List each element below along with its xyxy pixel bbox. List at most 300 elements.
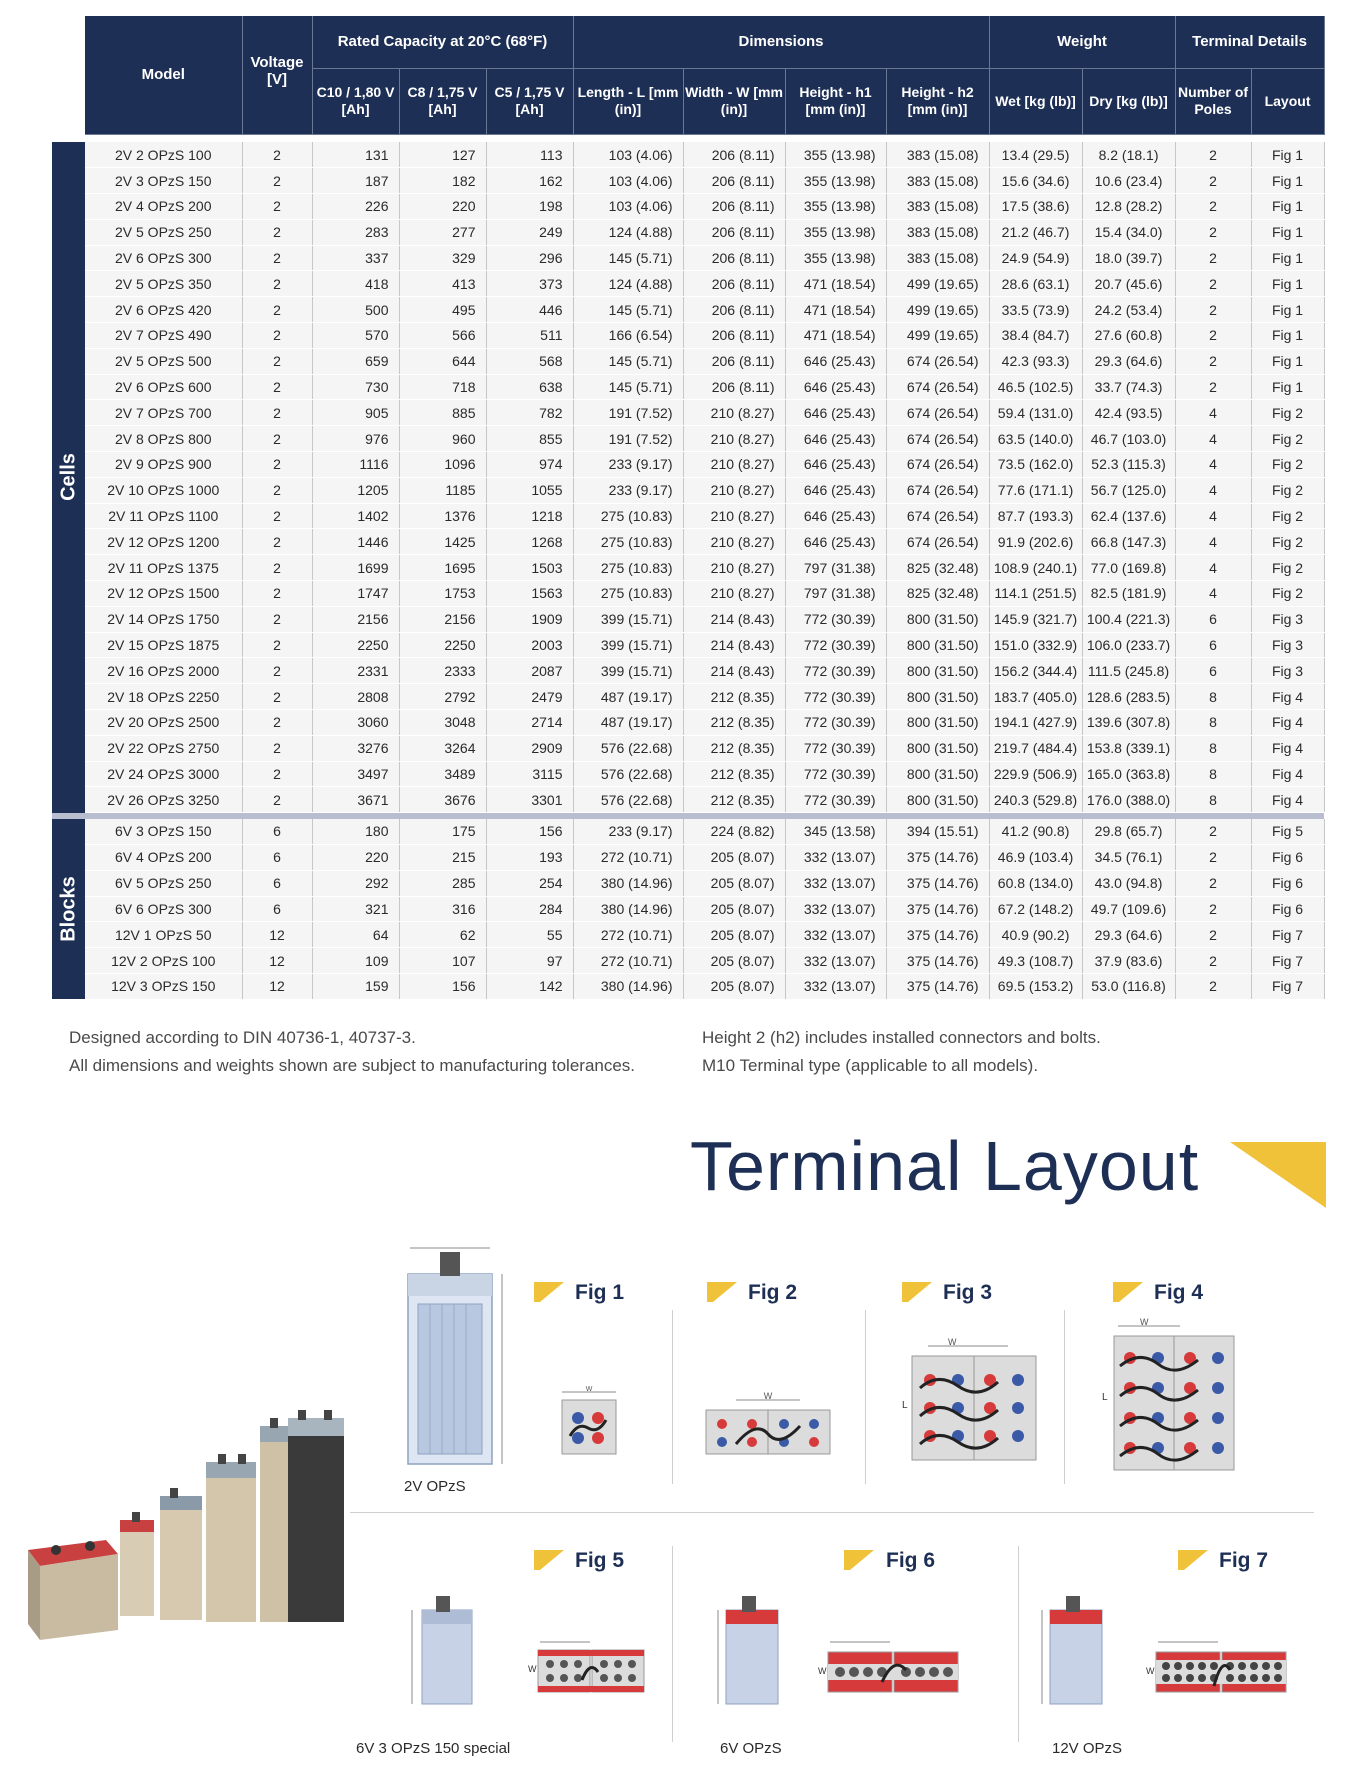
table-cell: 2 [242, 323, 312, 349]
table-cell: 2 [242, 142, 312, 168]
fig-5-block-drawing [406, 1586, 484, 1706]
table-cell: Fig 1 [1251, 297, 1324, 323]
table-cell: 2 [242, 658, 312, 684]
header-length: Length - L [mm (in)] [573, 68, 683, 134]
accent-triangle-icon [1230, 1142, 1326, 1208]
table-cell: 646 (25.43) [785, 348, 886, 374]
note-terminal-type: M10 Terminal type (applicable to all models). [702, 1056, 1039, 1075]
table-row [52, 948, 1324, 974]
table-cell: 46.7 (103.0) [1082, 426, 1175, 452]
table-cell: 674 (26.54) [886, 348, 989, 374]
table-cell: Fig 2 [1251, 555, 1324, 581]
fig-6-label: Fig 6 [886, 1549, 936, 1572]
table-row [52, 658, 1324, 684]
table-cell: 1699 [312, 555, 399, 581]
table-cell: 6 [1175, 606, 1251, 632]
table-cell: Fig 6 [1251, 845, 1324, 871]
table-cell: 220 [399, 194, 486, 220]
table-cell: 3676 [399, 787, 486, 813]
table-cell: 2V 8 OPzS 800 [85, 426, 242, 452]
table-cell: 220 [312, 845, 399, 871]
table-cell: 103 (4.06) [573, 194, 683, 220]
table-cell: 224 (8.82) [683, 819, 785, 845]
table-cell: 108.9 (240.1) [989, 555, 1082, 581]
table-cell: 2792 [399, 684, 486, 710]
table-row [52, 710, 1324, 736]
table-cell: 885 [399, 400, 486, 426]
table-cell: 91.9 (202.6) [989, 529, 1082, 555]
table-cell: 644 [399, 348, 486, 374]
table-cell: 210 (8.27) [683, 581, 785, 607]
table-cell: Fig 4 [1251, 710, 1324, 736]
table-cell: 2250 [312, 632, 399, 658]
table-cell: 800 (31.50) [886, 658, 989, 684]
table-cell: 825 (32.48) [886, 581, 989, 607]
table-cell: 2 [242, 684, 312, 710]
table-cell: 638 [486, 374, 573, 400]
table-cell: 107 [399, 948, 486, 974]
width-letter: W [818, 1666, 827, 1676]
table-cell: 576 (22.68) [573, 761, 683, 787]
table-cell: 233 (9.17) [573, 477, 683, 503]
table-cell: 205 (8.07) [683, 974, 785, 1000]
table-cell: 12V 1 OPzS 50 [85, 922, 242, 948]
fig-flag-icon [1178, 1550, 1208, 1570]
table-cell: 64 [312, 922, 399, 948]
table-cell: 12 [242, 948, 312, 974]
table-cell: 66.8 (147.3) [1082, 529, 1175, 555]
table-cell: 12 [242, 922, 312, 948]
table-cell: 471 (18.54) [785, 271, 886, 297]
table-row [52, 787, 1324, 813]
table-cell: 210 (8.27) [683, 426, 785, 452]
divider [1018, 1546, 1019, 1742]
table-cell: 976 [312, 426, 399, 452]
table-cell: 40.9 (90.2) [989, 922, 1082, 948]
table-cell: 471 (18.54) [785, 323, 886, 349]
table-cell: 772 (30.39) [785, 735, 886, 761]
table-cell: 1753 [399, 581, 486, 607]
table-cell: 12 [242, 974, 312, 1000]
table-cell: 772 (30.39) [785, 606, 886, 632]
header-dry: Dry [kg (lb)] [1082, 68, 1175, 134]
table-cell: 2 [242, 426, 312, 452]
table-cell: 212 (8.35) [683, 761, 785, 787]
fig-flag-icon [844, 1550, 874, 1570]
header-poles: Number of Poles [1175, 68, 1251, 134]
table-row [52, 529, 1324, 555]
table-cell: 718 [399, 374, 486, 400]
table-cell: 24.9 (54.9) [989, 245, 1082, 271]
table-cell: 4 [1175, 581, 1251, 607]
table-cell: 1446 [312, 529, 399, 555]
width-letter: W [763, 1391, 773, 1401]
table-cell: 214 (8.43) [683, 658, 785, 684]
note-right [702, 1024, 1101, 1080]
fig-1-diagram [548, 1386, 622, 1458]
table-cell: 212 (8.35) [683, 787, 785, 813]
table-cell: 205 (8.07) [683, 896, 785, 922]
table-cell: 4 [1175, 529, 1251, 555]
table-cell: 2 [1175, 870, 1251, 896]
table-cell: 332 (13.07) [785, 870, 886, 896]
table-cell: 1205 [312, 477, 399, 503]
table-cell: 55 [486, 922, 573, 948]
table-cell: 8 [1175, 735, 1251, 761]
table-cell: 2V 26 OPzS 3250 [85, 787, 242, 813]
table-cell: 2 [1175, 142, 1251, 168]
table-cell: 87.7 (193.3) [989, 503, 1082, 529]
table-cell: 568 [486, 348, 573, 374]
battery-cell-image-5 [288, 1410, 344, 1622]
table-cell: 214 (8.43) [683, 632, 785, 658]
table-cell: Fig 5 [1251, 819, 1324, 845]
table-cell: 2V 24 OPzS 3000 [85, 761, 242, 787]
table-cell: 2156 [312, 606, 399, 632]
table-row [52, 426, 1324, 452]
table-row [52, 271, 1324, 297]
table-cell: 145 (5.71) [573, 245, 683, 271]
table-cell: 2 [242, 297, 312, 323]
header-blank [52, 16, 85, 134]
fig-4-diagram [1100, 1316, 1250, 1476]
table-cell: 2 [1175, 374, 1251, 400]
table-row [52, 348, 1324, 374]
table-cell: 49.7 (109.6) [1082, 896, 1175, 922]
table-cell: 46.9 (103.4) [989, 845, 1082, 871]
header-c10: C10 / 1,80 V [Ah] [312, 68, 399, 134]
table-cell: 145.9 (321.7) [989, 606, 1082, 632]
table-cell: 128.6 (283.5) [1082, 684, 1175, 710]
table-cell: 2 [242, 452, 312, 478]
table-cell: 499 (19.65) [886, 323, 989, 349]
header-voltage: Voltage [V] [242, 16, 312, 134]
table-row [52, 896, 1324, 922]
table-cell: 418 [312, 271, 399, 297]
header-layout: Layout [1251, 68, 1324, 134]
table-cell: 3048 [399, 710, 486, 736]
fig-7-label: Fig 7 [1219, 1549, 1269, 1572]
table-cell: 277 [399, 219, 486, 245]
table-cell: 2 [1175, 922, 1251, 948]
table-cell: 674 (26.54) [886, 426, 989, 452]
table-cell: 2 [242, 503, 312, 529]
table-cell: 69.5 (153.2) [989, 974, 1082, 1000]
table-cell: 283 [312, 219, 399, 245]
table-cell: 2250 [399, 632, 486, 658]
table-row [52, 374, 1324, 400]
table-cell: 446 [486, 297, 573, 323]
table-row [52, 632, 1324, 658]
table-cell: 2 [242, 271, 312, 297]
table-cell: 3489 [399, 761, 486, 787]
table-cell: 974 [486, 452, 573, 478]
table-cell: 28.6 (63.1) [989, 271, 1082, 297]
table-cell: 1402 [312, 503, 399, 529]
fig-3-diagram [898, 1336, 1050, 1466]
table-cell: 1909 [486, 606, 573, 632]
table-cell: Fig 2 [1251, 503, 1324, 529]
battery-block-image [28, 1540, 118, 1640]
table-cell: 206 (8.11) [683, 348, 785, 374]
table-cell: 233 (9.17) [573, 452, 683, 478]
table-cell: 2 [242, 606, 312, 632]
table-cell: 772 (30.39) [785, 684, 886, 710]
table-cell: 15.6 (34.6) [989, 168, 1082, 194]
header-width: Width - W [mm (in)] [683, 68, 785, 134]
table-row [52, 194, 1324, 220]
table-cell: 380 (14.96) [573, 896, 683, 922]
fig-4-label: Fig 4 [1154, 1281, 1204, 1304]
table-cell: 2V 15 OPzS 1875 [85, 632, 242, 658]
table-cell: 646 (25.43) [785, 503, 886, 529]
table-cell: 2V 22 OPzS 2750 [85, 735, 242, 761]
table-cell: 21.2 (46.7) [989, 219, 1082, 245]
table-cell: Fig 7 [1251, 948, 1324, 974]
table-cell: 399 (15.71) [573, 606, 683, 632]
table-cell: 380 (14.96) [573, 870, 683, 896]
table-cell: 2 [242, 787, 312, 813]
table-cell: 2 [242, 245, 312, 271]
table-cell: 275 (10.83) [573, 503, 683, 529]
table-cell: 97 [486, 948, 573, 974]
table-cell: 106.0 (233.7) [1082, 632, 1175, 658]
table-cell: 6V 4 OPzS 200 [85, 845, 242, 871]
table-cell: 62.4 (137.6) [1082, 503, 1175, 529]
table-cell: 399 (15.71) [573, 658, 683, 684]
table-cell: 210 (8.27) [683, 503, 785, 529]
table-cell: 156 [486, 819, 573, 845]
table-cell: 659 [312, 348, 399, 374]
table-row [52, 581, 1324, 607]
table-cell: 576 (22.68) [573, 735, 683, 761]
table-cell: 182 [399, 168, 486, 194]
table-cell: Fig 7 [1251, 922, 1324, 948]
table-cell: 674 (26.54) [886, 400, 989, 426]
table-cell: 2V 5 OPzS 250 [85, 219, 242, 245]
table-cell: 60.8 (134.0) [989, 870, 1082, 896]
table-cell: 772 (30.39) [785, 658, 886, 684]
table-cell: Fig 4 [1251, 684, 1324, 710]
table-cell: Fig 3 [1251, 658, 1324, 684]
table-cell: Fig 2 [1251, 581, 1324, 607]
table-cell: 800 (31.50) [886, 710, 989, 736]
table-cell: 73.5 (162.0) [989, 452, 1082, 478]
table-cell: 12V 2 OPzS 100 [85, 948, 242, 974]
table-cell: 6 [242, 845, 312, 871]
table-cell: 8 [1175, 761, 1251, 787]
table-cell: 4 [1175, 426, 1251, 452]
table-cell: 191 (7.52) [573, 400, 683, 426]
table-cell: 153.8 (339.1) [1082, 735, 1175, 761]
table-cell: 8 [1175, 787, 1251, 813]
table-cell: 2 [1175, 219, 1251, 245]
table-cell: 800 (31.50) [886, 606, 989, 632]
table-cell: 800 (31.50) [886, 787, 989, 813]
divider [865, 1310, 866, 1484]
specification-table [52, 16, 1325, 1000]
table-cell: 3264 [399, 735, 486, 761]
fig-7-block-drawing [1036, 1586, 1114, 1706]
table-cell: Fig 4 [1251, 787, 1324, 813]
fig-5-label: Fig 5 [575, 1549, 625, 1572]
table-cell: 511 [486, 323, 573, 349]
table-cell: 205 (8.07) [683, 948, 785, 974]
table-cell: 2 [1175, 974, 1251, 1000]
table-cell: 2V 12 OPzS 1200 [85, 529, 242, 555]
header-wet: Wet [kg (lb)] [989, 68, 1082, 134]
table-cell: 730 [312, 374, 399, 400]
cell-2v-drawing [380, 1234, 520, 1474]
table-cell: 2156 [399, 606, 486, 632]
table-cell: 355 (13.98) [785, 168, 886, 194]
table-cell: 2V 11 OPzS 1100 [85, 503, 242, 529]
divider [672, 1310, 673, 1484]
table-cell: 240.3 (529.8) [989, 787, 1082, 813]
table-cell: 103 (4.06) [573, 168, 683, 194]
table-cell: 905 [312, 400, 399, 426]
table-cell: 145 (5.71) [573, 374, 683, 400]
table-cell: 27.6 (60.8) [1082, 323, 1175, 349]
table-cell: 2333 [399, 658, 486, 684]
table-cell: 375 (14.76) [886, 974, 989, 1000]
divider [672, 1546, 673, 1742]
table-cell: 6 [1175, 658, 1251, 684]
divider [350, 1512, 1314, 1513]
table-cell: 6V 3 OPzS 150 [85, 819, 242, 845]
table-cell: 2 [242, 555, 312, 581]
table-cell: 2 [242, 710, 312, 736]
table-cell: 183.7 (405.0) [989, 684, 1082, 710]
note-din: Designed according to DIN 40736-1, 40737-3. [69, 1028, 416, 1047]
table-cell: 2808 [312, 684, 399, 710]
table-cell: 109 [312, 948, 399, 974]
table-cell: 646 (25.43) [785, 529, 886, 555]
table-cell: Fig 2 [1251, 529, 1324, 555]
header-terminal-details: Terminal Details [1175, 16, 1324, 68]
table-cell: Fig 4 [1251, 761, 1324, 787]
table-cell: 3115 [486, 761, 573, 787]
table-cell: 1503 [486, 555, 573, 581]
fig-2-label: Fig 2 [748, 1281, 798, 1304]
table-cell: 145 (5.71) [573, 297, 683, 323]
table-cell: Fig 1 [1251, 323, 1324, 349]
table-cell: 2V 11 OPzS 1375 [85, 555, 242, 581]
table-cell: 210 (8.27) [683, 400, 785, 426]
table-cell: 2V 3 OPzS 150 [85, 168, 242, 194]
table-cell: 487 (19.17) [573, 710, 683, 736]
width-letter: W [1146, 1666, 1155, 1676]
table-cell: 355 (13.98) [785, 194, 886, 220]
table-cell: 145 (5.71) [573, 348, 683, 374]
table-cell: 2 [242, 348, 312, 374]
table-cell: 380 (14.96) [573, 974, 683, 1000]
table-cell: 495 [399, 297, 486, 323]
fig-flag-icon [1113, 1282, 1143, 1302]
table-cell: 6 [242, 870, 312, 896]
fig-flag-icon [534, 1550, 564, 1570]
table-cell: 59.4 (131.0) [989, 400, 1082, 426]
table-cell: 2V 6 OPzS 600 [85, 374, 242, 400]
table-cell: 162 [486, 168, 573, 194]
header-height1: Height - h1 [mm (in)] [785, 68, 886, 134]
table-cell: 206 (8.11) [683, 297, 785, 323]
table-cell: 674 (26.54) [886, 503, 989, 529]
table-cell: 646 (25.43) [785, 400, 886, 426]
length-letter: L [1102, 1392, 1108, 1403]
header-c5: C5 / 1,75 V [Ah] [486, 68, 573, 134]
table-cell: 1376 [399, 503, 486, 529]
table-cell: 1055 [486, 477, 573, 503]
divider [1064, 1310, 1065, 1484]
table-cell: 2 [242, 400, 312, 426]
table-cell: 15.4 (34.0) [1082, 219, 1175, 245]
table-cell: 38.4 (84.7) [989, 323, 1082, 349]
table-cell: 215 [399, 845, 486, 871]
table-cell: 3060 [312, 710, 399, 736]
table-cell: 2479 [486, 684, 573, 710]
table-cell: 2V 18 OPzS 2250 [85, 684, 242, 710]
table-cell: 127 [399, 142, 486, 168]
table-cell: 285 [399, 870, 486, 896]
fig-3-label: Fig 3 [943, 1281, 993, 1304]
table-row [52, 606, 1324, 632]
table-cell: 1116 [312, 452, 399, 478]
table-cell: 292 [312, 870, 399, 896]
table-cell: 233 (9.17) [573, 819, 683, 845]
table-cell: 2 [1175, 194, 1251, 220]
table-row [52, 503, 1324, 529]
header-dimensions: Dimensions [573, 16, 989, 68]
table-cell: 42.3 (93.3) [989, 348, 1082, 374]
table-cell: 2V 16 OPzS 2000 [85, 658, 242, 684]
table-cell: 156.2 (344.4) [989, 658, 1082, 684]
table-cell: 272 (10.71) [573, 948, 683, 974]
table-cell: 34.5 (76.1) [1082, 845, 1175, 871]
table-cell: Fig 1 [1251, 194, 1324, 220]
table-cell: 272 (10.71) [573, 845, 683, 871]
note-tolerances: All dimensions and weights shown are subject to manufacturing tolerances. [69, 1056, 636, 1075]
table-cell: 2 [1175, 297, 1251, 323]
table-cell: 782 [486, 400, 573, 426]
table-cell: 2 [242, 735, 312, 761]
header-weight: Weight [989, 16, 1175, 68]
width-letter: W [585, 1386, 593, 1393]
table-cell: 375 (14.76) [886, 896, 989, 922]
table-cell: 180 [312, 819, 399, 845]
table-cell: 198 [486, 194, 573, 220]
table-cell: 33.7 (74.3) [1082, 374, 1175, 400]
table-cell: 332 (13.07) [785, 974, 886, 1000]
table-cell: 2V 7 OPzS 490 [85, 323, 242, 349]
table-cell: 2 [1175, 245, 1251, 271]
table-cell: 3301 [486, 787, 573, 813]
terminal-layout-title: Terminal Layout [690, 1127, 1200, 1205]
table-cell: 20.7 (45.6) [1082, 271, 1175, 297]
table-cell: 43.0 (94.8) [1082, 870, 1175, 896]
table-cell: 855 [486, 426, 573, 452]
table-cell: Fig 6 [1251, 870, 1324, 896]
table-body [52, 134, 1324, 999]
table-cell: 2 [1175, 348, 1251, 374]
table-cell: Fig 2 [1251, 452, 1324, 478]
table-cell: 383 (15.08) [886, 194, 989, 220]
table-cell: 332 (13.07) [785, 948, 886, 974]
header-c8: C8 / 1,75 V [Ah] [399, 68, 486, 134]
table-cell: 13.4 (29.5) [989, 142, 1082, 168]
table-cell: 674 (26.54) [886, 529, 989, 555]
table-cell: 226 [312, 194, 399, 220]
